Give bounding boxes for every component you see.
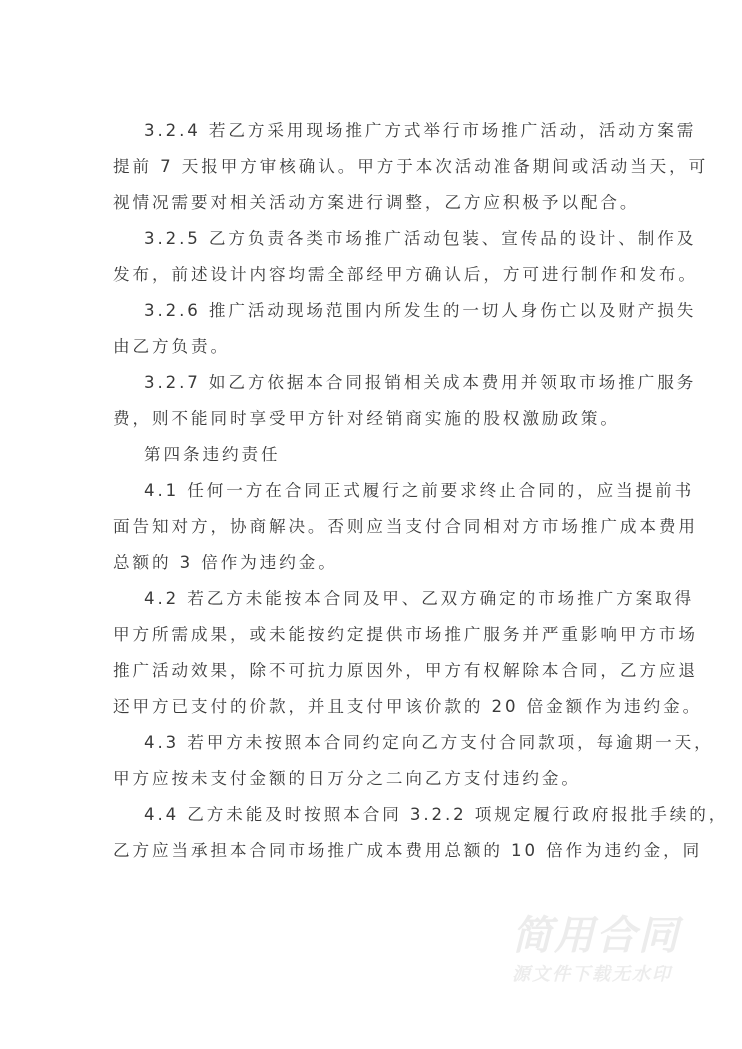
text-line: 3.2.7 如乙方依据本合同报销相关成本费用并领取市场推广服务 [144, 373, 697, 392]
text-line: 4.3 若甲方未按照本合同约定向乙方支付合同款项，每逾期一天， [144, 733, 714, 752]
text-line: 视情况需要对相关活动方案进行调整，乙方应积极予以配合。 [113, 193, 640, 212]
watermark [512, 912, 692, 988]
text-line: 3.2.6 推广活动现场范围内所发生的一切人身伤亡以及财产损失 [144, 301, 697, 320]
text-line: 4.1 任何一方在合同正式履行之前要求终止合同的，应当提前书 [144, 481, 695, 500]
text-line: 4.4 乙方未能及时按照本合同 3.2.2 项规定履行政府报批手续的， [144, 805, 729, 824]
text-line: 费，则不能同时享受甲方针对经销商实施的股权激励政策。 [113, 409, 620, 428]
text-line: 乙方应当承担本合同市场推广成本费用总额的 10 倍作为违约金，同 [113, 841, 703, 860]
text-line: 提前 7 天报甲方审核确认。甲方于本次活动准备期间或活动当天，可 [113, 157, 709, 176]
text-line: 面告知对方，协商解决。否则应当支付合同相对方市场推广成本费用 [113, 517, 698, 536]
text-line: 3.2.5 乙方负责各类市场推广活动包装、宣传品的设计、制作及 [144, 229, 697, 248]
watermark-title: 简用合同 [512, 913, 680, 959]
section-heading: 第四条违约责任 [144, 445, 281, 464]
text-line: 由乙方负责。 [113, 337, 230, 356]
text-line: 还甲方已支付的价款，并且支付甲该价款的 20 倍金额作为违约金。 [113, 697, 703, 716]
text-line: 推广活动效果，除不可抗力原因外，甲方有权解除本合同，乙方应退 [113, 661, 698, 680]
text-line: 4.2 若乙方未能按本合同及甲、乙双方确定的市场推广方案取得 [144, 589, 695, 608]
text-line: 发布，前述设计内容均需全部经甲方确认后，方可进行制作和发布。 [113, 265, 698, 284]
text-line: 甲方应按未支付金额的日万分之二向乙方支付违约金。 [113, 769, 581, 788]
text-line: 甲方所需成果，或未能按约定提供市场推广服务并严重影响甲方市场 [113, 625, 698, 644]
watermark-subtitle: 源文件下载无水印 [512, 964, 672, 985]
text-line: 3.2.4 若乙方采用现场推广方式举行市场推广活动，活动方案需 [144, 121, 697, 140]
text-line: 总额的 3 倍作为违约金。 [113, 553, 338, 572]
